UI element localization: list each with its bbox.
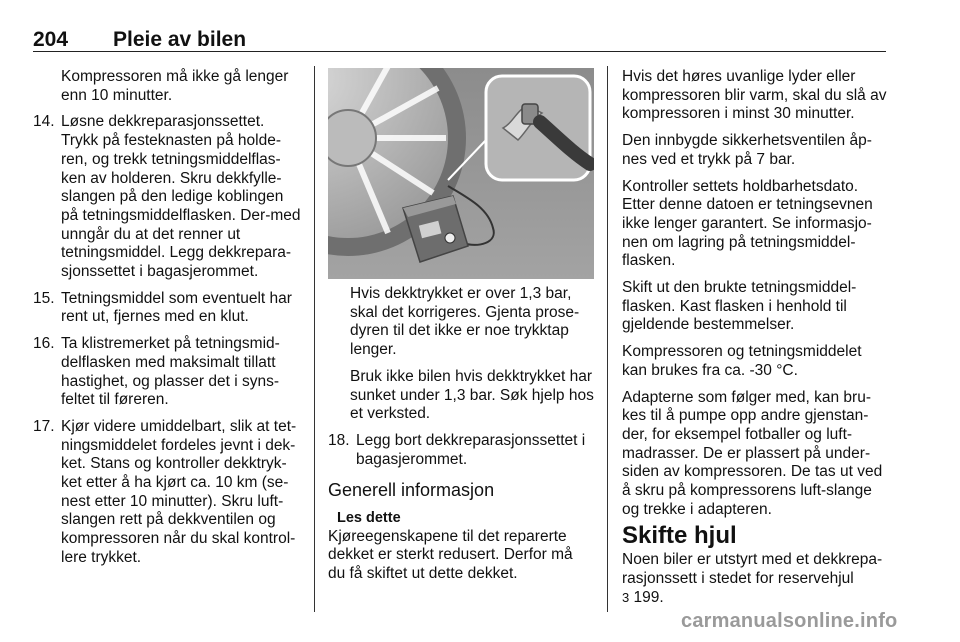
paragraph: Kompressoren og tetningsmiddelet kan brukes fra ca. -30 °C. — [622, 343, 862, 379]
list-item — [33, 418, 303, 568]
section-heading: Generell informasjon — [328, 480, 495, 501]
column-divider — [314, 66, 315, 612]
list-item — [328, 432, 594, 469]
note-heading: Les dette — [337, 510, 401, 527]
paragraph — [622, 551, 888, 607]
paragraph: Hvis det høres uvanlige lyder eller kompressoren blir varm, skal du slå av kompressoren i minst 30 minutter. — [622, 68, 887, 123]
item-number: 16. — [33, 335, 55, 353]
column-divider — [607, 66, 608, 612]
item-number: 14. — [33, 113, 55, 131]
chapter-title: Pleie av bilen — [113, 28, 247, 51]
section-heading: Skifte hjul — [622, 522, 737, 550]
list-item — [33, 290, 303, 327]
page-reference[interactable]: 199. — [629, 588, 664, 606]
column-middle — [328, 68, 594, 592]
page-number: 204 — [33, 28, 69, 51]
item-number: 17. — [33, 417, 55, 435]
compressor-illustration — [328, 68, 594, 279]
page-header — [33, 26, 886, 52]
watermark: carmanualsonline.info — [681, 610, 898, 632]
item-text: Tetningsmiddel som eventuelt har rent ut, fjernes med en klut. — [61, 289, 292, 326]
note-text: Kjøreegenskapene til det reparerte dekket er sterkt redusert. Derfor må du få skiftet ut dette dekket. — [328, 527, 573, 583]
instruction-text: Hvis dekktrykket er over 1,3 bar, skal det korrigeres. Gjenta prose-dyren til det ikke er noe trykktap lenger. — [350, 285, 580, 359]
paragraph: Kontroller settets holdbarhetsdato. Etter denne datoen er tetningsevnen ikke lenger garantert. Se informasjo-nen om lagring på tetningsmiddel-flasken. — [622, 177, 873, 270]
item-number: 15. — [33, 289, 55, 307]
column-left — [33, 68, 303, 576]
page-reference-icon: 3 — [622, 589, 630, 605]
paragraph: Den innbygde sikkerhetsventilen åp-nes ved et trykk på 7 bar. — [622, 132, 872, 168]
column-right — [622, 68, 888, 607]
item-text: Løsne dekkreparasjonssettet. Trykk på festeknasten på holde-ren, og trekk tetningsmiddelflas-ken av holderen. Skru dekkfylle-slangen på den ledige koblingen på tetningsmiddelflasken. Der-med unngår du at det renner ut tetningsmiddel. Legg dekkrepara-sjonssettet i bagasjerommet. — [61, 113, 301, 281]
final-text: Noen biler er utstyrt med et dekkrepa-rasjonssett i stedet for reservehjul — [622, 551, 883, 587]
list-item — [33, 113, 303, 281]
item-number: 18. — [328, 431, 350, 449]
paragraph: Adapterne som følger med, kan bru-kes til å pumpe opp andre gjenstan-der, for eksempel fotballer og luft-madrasser. De er plassert på under-siden av kompressoren. De tas ut ved å skru på kompressorens luft-slange og trekke i adapteren. — [622, 388, 883, 518]
item-text: Kjør videre umiddelbart, slik at tet-ningsmiddelet fordeles jevnt i dek-ket. Stans og kontroller dekktryk-ket etter å ha kjørt ca. 10 km (se-nest etter 10 minutter). Skru luft-slangen rett på dekkventilen og kompressoren når du skal kontrol-lere trykket. — [61, 417, 297, 566]
paragraph: Skift ut den brukte tetningsmiddel-flasken. Kast flasken i henhold til gjeldende bestemmelser. — [622, 279, 857, 334]
continued-text: Kompressoren må ikke gå lenger enn 10 minutter. — [61, 68, 289, 104]
instruction-text: Bruk ikke bilen hvis dekktrykket har sunket under 1,3 bar. Søk hjelp hos et verksted. — [350, 367, 594, 423]
list-item — [33, 335, 303, 410]
item-text: Ta klistremerket på tetningsmid-delflasken med maksimalt tillatt hastighet, og plasser det i syns-feltet til føreren. — [61, 335, 280, 409]
item-text: Legg bort dekkreparasjonssettet i bagasjerommet. — [356, 431, 586, 468]
